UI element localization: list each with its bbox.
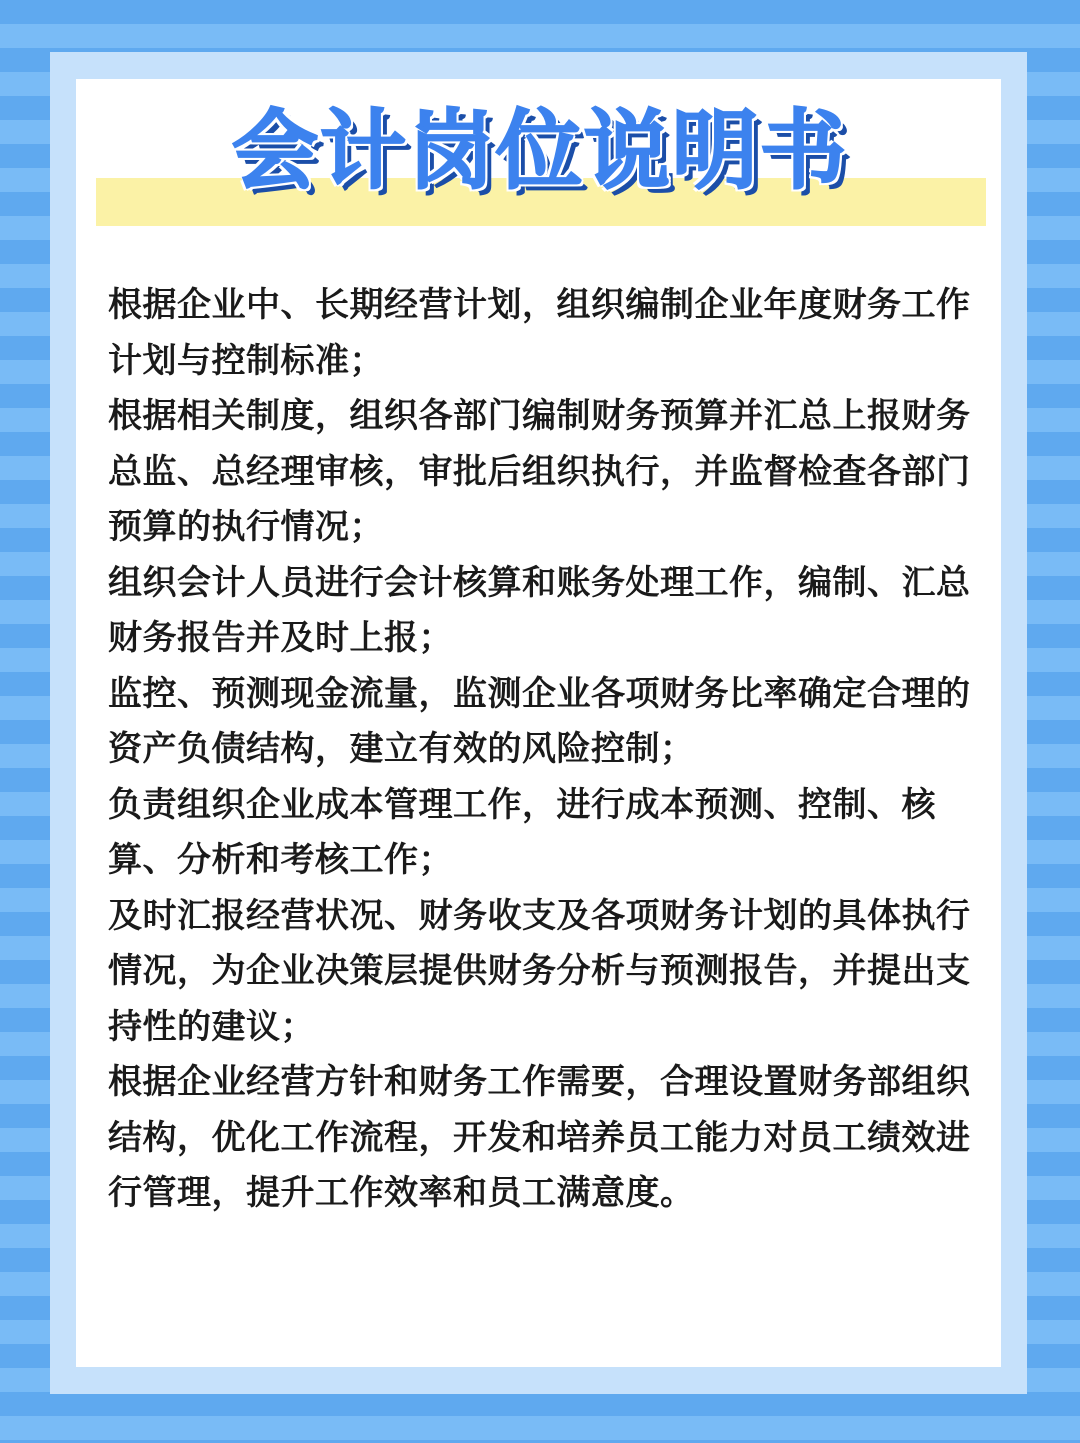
duty-item: 根据企业经营方针和财务工作需要，合理设置财务部组织结构，优化工作流程，开发和培养员工能力对员工绩效进行管理，提升工作效率和员工满意度。 [108,1062,971,1213]
page-title: 会计岗位说明书 [232,101,848,201]
duty-item: 负责组织企业成本管理工作，进行成本预测、控制、核算、分析和考核工作； [108,784,936,880]
duty-item: 根据相关制度，组织各部门编制财务预算并汇总上报财务总监、总经理审核，审批后组织执行，并监督检查各部门预算的执行情况； [108,396,971,547]
duty-item: 组织会计人员进行会计核算和账务处理工作，编制、汇总财务报告并及时上报； [108,562,971,658]
duty-item: 根据企业中、长期经营计划，组织编制企业年度财务工作计划与控制标准； [108,285,971,381]
duty-item: 及时汇报经营状况、财务收支及各项财务计划的具体执行情况，为企业决策层提供财务分析与预测报告，并提出支持性的建议； [108,895,971,1047]
duty-list [108,278,972,1222]
duty-item: 监控、预测现金流量，监测企业各项财务比率确定合理的资产负债结构，建立有效的风险控制； [108,673,971,769]
